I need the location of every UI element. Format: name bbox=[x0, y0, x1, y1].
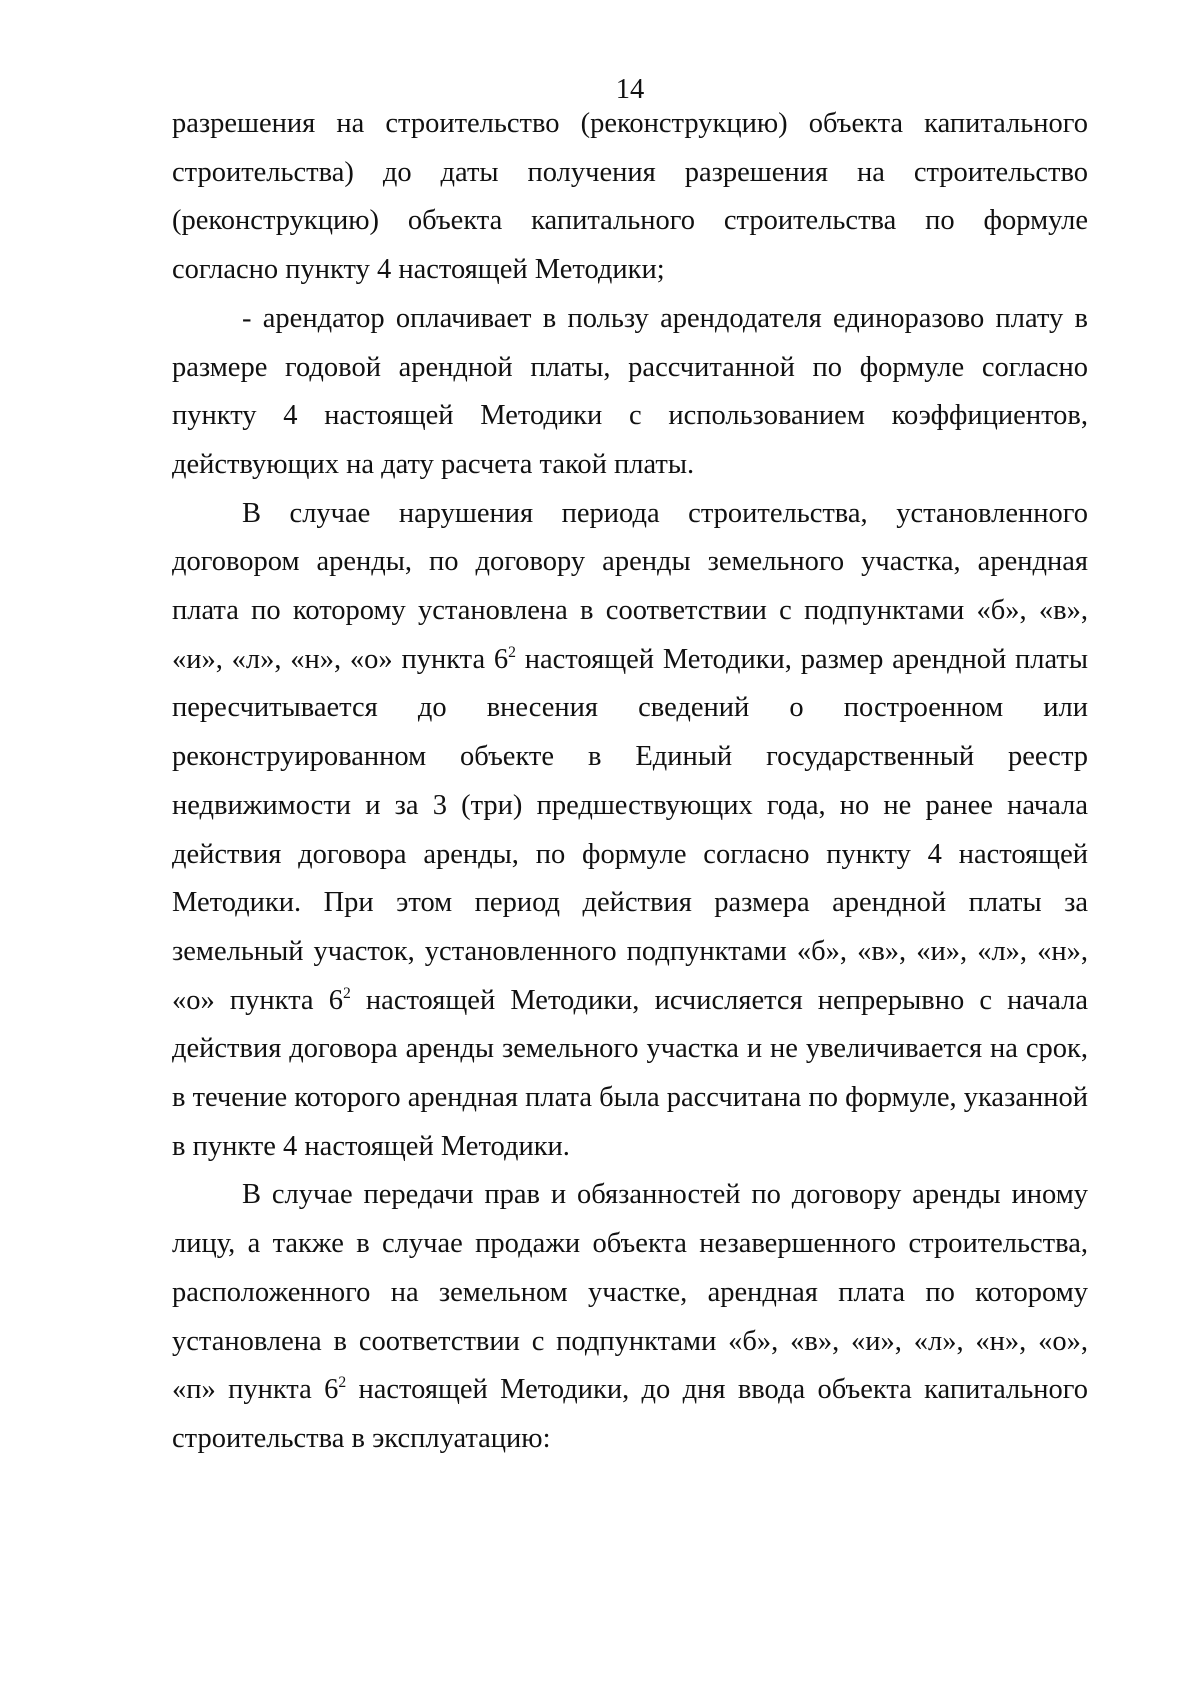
paragraph bbox=[172, 490, 1088, 1172]
paragraph bbox=[172, 295, 1088, 490]
superscript: 2 bbox=[508, 643, 516, 661]
page-number: 14 bbox=[615, 74, 645, 105]
paragraph-text: разрешения на строительство (реконструкцию) объекта капитального строительства) до даты получения разрешения на строительство (реконструкцию) объекта капитального строительства по формуле согласно пункту 4 настоящей Методики; bbox=[172, 108, 1088, 286]
paragraph bbox=[172, 1171, 1088, 1463]
paragraph-text: В случае нарушения периода строительства, установленного договором аренды, по договору аренды земельного участка, арендная плата по которому установлена в соответствии с подпунктами «б», «в», «и», «л», «н», «о» пункта 6 bbox=[172, 497, 1088, 675]
paragraph-text: В случае передачи прав и обязанностей по договору аренды иному лицу, а также в случае продажи объекта незавершенного строительства, расположенного на земельном участке, арендная плата по которому установлена в соответствии с подпунктами «б», «в», «и», «л», «н», «о», «п» пункта 6 bbox=[172, 1179, 1088, 1406]
paragraph-text: настоящей Методики, размер арендной платы пересчитывается до внесения сведений о построенном или реконструированном объекте в Единый государственный реестр недвижимости и за 3 (три) предшествующих года, но не ранее начала действия договора аренды, по формуле согласно пункту 4 настоящей Методики. При этом период действия размера арендной платы за земельный участок, установленного подпунктами «б», «в», «и», «л», «н», «о» пункта 6 bbox=[172, 643, 1088, 1016]
paragraph-text: настоящей Методики, до дня ввода объекта капитального строительства в эксплуатацию: bbox=[172, 1374, 1088, 1454]
superscript: 2 bbox=[342, 984, 351, 1002]
paragraph bbox=[172, 100, 1088, 295]
paragraph-text: настоящей Методики, исчисляется непрерывно с начала действия договора аренды земельного участка и не увеличивается на срок, в течение которого арендная плата была рассчитана по формуле, указанной в пункте 4 настоящей Методики. bbox=[172, 984, 1088, 1162]
paragraph-text: - арендатор оплачивает в пользу арендодателя единоразово плату в размере годовой арендной платы, рассчитанной по формуле согласно пункту 4 настоящей Методики с использованием коэффициентов, действующих на дату расчета такой платы. bbox=[172, 302, 1088, 480]
document-body bbox=[172, 100, 1088, 1464]
superscript: 2 bbox=[338, 1374, 347, 1392]
